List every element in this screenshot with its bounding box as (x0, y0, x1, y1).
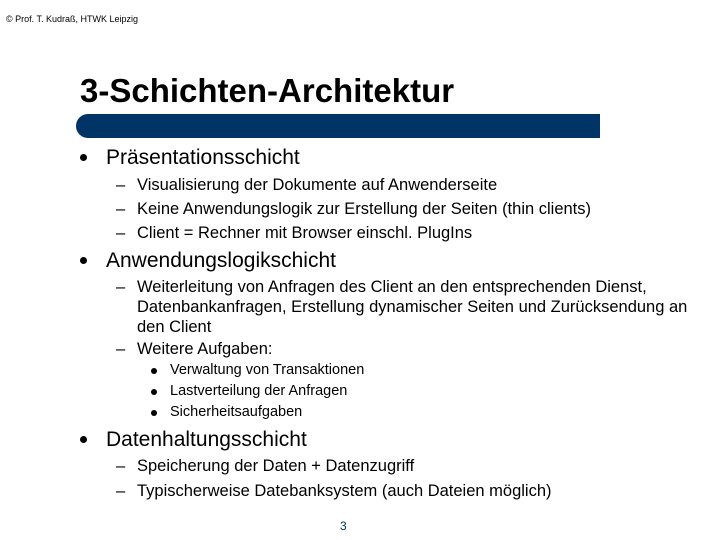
page-number: 3 (340, 519, 347, 533)
list-item-text: Weiterleitung von Anfragen des Client an den entsprechenden Dienst, Datenbankanfragen, Erstellung dynamischer Seiten und Zurücksendung an den Client (137, 278, 688, 336)
bullet-dot-icon (80, 257, 87, 264)
dash-icon: – (116, 176, 126, 194)
sub-list-item-text: Sicherheitsaufgaben (170, 404, 303, 420)
list-item-text: Keine Anwendungslogik zur Erstellung der Seiten (thin clients) (137, 200, 592, 218)
list-item-text: Speicherung der Daten + Datenzugriff (137, 457, 415, 475)
section-label: Datenhaltungsschicht (106, 428, 307, 451)
sub-list-item-text: Lastverteilung der Anfragen (170, 383, 348, 399)
dash-icon: – (116, 482, 126, 500)
sub-list-item-text: Verwaltung von Transaktionen (170, 362, 365, 378)
bullet-dot-icon (151, 368, 157, 374)
bullet-dot-icon (151, 389, 157, 395)
dash-icon: – (116, 224, 126, 242)
dash-icon: – (116, 457, 126, 475)
list-item-text: Typischerweise Datebanksystem (auch Dateien möglich) (137, 482, 552, 500)
dash-icon: – (116, 340, 126, 358)
list-item-text: Visualisierung der Dokumente auf Anwenderseite (137, 176, 498, 194)
section-label: Anwendungslogikschicht (106, 249, 336, 272)
list-item-text: Weitere Aufgaben: (137, 340, 273, 358)
dash-icon: – (116, 278, 126, 296)
dash-icon: – (116, 200, 126, 218)
bullet-dot-icon (151, 410, 157, 416)
section-label: Präsentationsschicht (106, 146, 300, 169)
list-item-text: Client = Rechner mit Browser einschl. PlugIns (137, 224, 473, 242)
copyright-notice: © Prof. T. Kudraß, HTWK Leipzig (6, 14, 139, 24)
bullet-dot-icon (80, 436, 87, 443)
bullet-dot-icon (80, 154, 87, 161)
slide-title: 3-Schichten-Architektur (80, 72, 455, 109)
